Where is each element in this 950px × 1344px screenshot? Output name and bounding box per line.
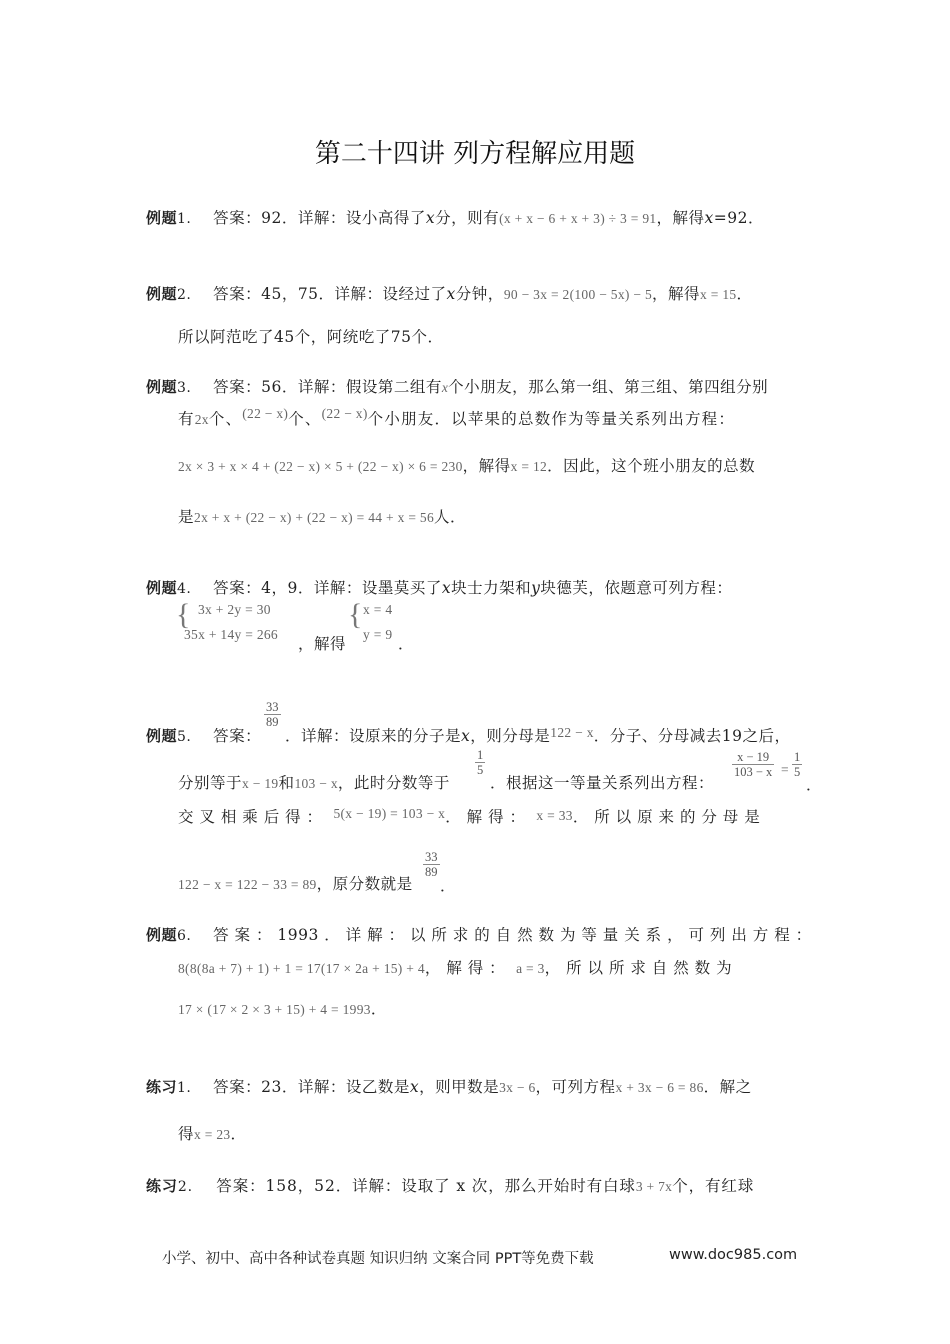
- practice-1: 练习1. 答案：23．详解：设乙数是x，则甲数是3x − 6，可列方程x + 3x − 6 = 86．解之: [146, 1078, 752, 1096]
- example-2: 例题2. 答案：45，75．详解：设经过了x分钟，90 − 3x = 2(100 − 5x) − 5，解得x = 15．: [146, 285, 753, 303]
- fraction-one-fifth: $\frac{1}{5}$: [477, 748, 484, 777]
- example-3-line-3: 2x × 3 + x × 4 + (22 − x) × 5 + (22 − x) × 6 = 230，解得x = 12．因此，这个班小朋友的总数: [178, 457, 756, 475]
- system-eq-2: 35x + 14y = 266: [184, 627, 278, 642]
- example-3-line-2: 有2x个、(22 − x)个、(22 − x)个小朋友．以苹果的总数作为等量关系列出方程：: [178, 406, 736, 428]
- equation: 2x + x + (22 − x) + (22 − x) = 44 + x = 56: [194, 510, 435, 525]
- equation: (x + x − 6 + x + 3) ÷ 3 = 91: [499, 211, 657, 226]
- answer-fraction: $\frac{33}{89}$: [266, 700, 279, 729]
- equation: 2x × 3 + x × 4 + (22 − x) × 5 + (22 − x) × 6 = 230: [178, 459, 463, 474]
- solution-y: y = 9: [363, 627, 393, 642]
- footer-text: 小学、初中、高中各种试卷真题 知识归纳 文案合同 PPT等免费下载: [162, 1251, 594, 1267]
- equation: 8(8(8a + 7) + 1) + 1 = 17(17 × 2a + 15) + 4: [178, 961, 425, 976]
- example-2-line-2: 所以阿范吃了45个，阿统吃了75个．: [178, 328, 444, 346]
- practice-2: 练习2. 答案：158，52．详解：设取了 x 次，那么开始时有白球3 + 7x个，有红球: [146, 1177, 755, 1195]
- page-title: 第二十四讲 列方程解应用题: [314, 139, 636, 169]
- example-label: 例题: [146, 209, 178, 227]
- equation: 90 − 3x = 2(100 − 5x) − 5: [503, 287, 653, 302]
- example-5-line-4: 122 − x = 122 − 33 = 89，原分数就是: [178, 875, 413, 893]
- left-brace: {: [176, 598, 191, 631]
- solution-x: x = 4: [363, 602, 393, 617]
- practice-1-line-2: 得x = 23．: [178, 1125, 247, 1143]
- example-6-line-2: 8(8(8a + 7) + 1) + 1 = 17(17 × 2a + 15) + 4， 解 得 ： a = 3， 所 以 所 求 自 然 数 为: [178, 959, 733, 977]
- original-fraction: $\frac{33}{89}$: [425, 850, 438, 879]
- left-brace: {: [348, 598, 363, 631]
- example-5-line-3: 交 叉 相 乘 后 得 ： 5(x − 19) = 103 − x． 解 得 ： x = 33． 所 以 原 来 的 分 母 是: [178, 806, 761, 826]
- example-1: 例题1. 答案：92．详解：设小高得了x分，则有(x + x − 6 + x + 3) ÷ 3 = 91，解得x=92．: [146, 209, 764, 227]
- example-4: 例题4. 答案：4，9．详解：设墨莫买了x块士力架和y块德芙，依题意可列方程：: [146, 579, 733, 597]
- system-eq-1: 3x + 2y = 30: [198, 602, 271, 617]
- example-6-line-3: 17 × (17 × 2 × 3 + 15) + 4 = 1993．: [178, 1000, 387, 1018]
- example-3-line-4: 是2x + x + (22 − x) + (22 − x) = 44 + x = 56人．: [178, 508, 467, 526]
- equation: 17 × (17 × 2 × 3 + 15) + 4 = 1993: [178, 1002, 371, 1017]
- example-6: 例题6. 答 案 ： 1993 ． 详 解 ： 以 所 求 的 自 然 数 为 等 量 关 系 ， 可 列 出 方 程 ：: [146, 926, 812, 944]
- example-3: 例题3. 答案：56．详解：假设第二组有x个小朋友，那么第一组、第三组、第四组分别: [146, 378, 769, 396]
- footer-url[interactable]: www.doc985.com: [669, 1247, 798, 1263]
- equation-fraction-right: $\frac{1}{5}$: [794, 750, 801, 779]
- example-5-line-2: 分别等于x − 19和103 − x，此时分数等于: [178, 774, 450, 792]
- equation-fraction-left: $\frac{x - 19}{103 - x}$: [734, 750, 773, 779]
- example-5: 例题5. 答案：: [146, 727, 262, 745]
